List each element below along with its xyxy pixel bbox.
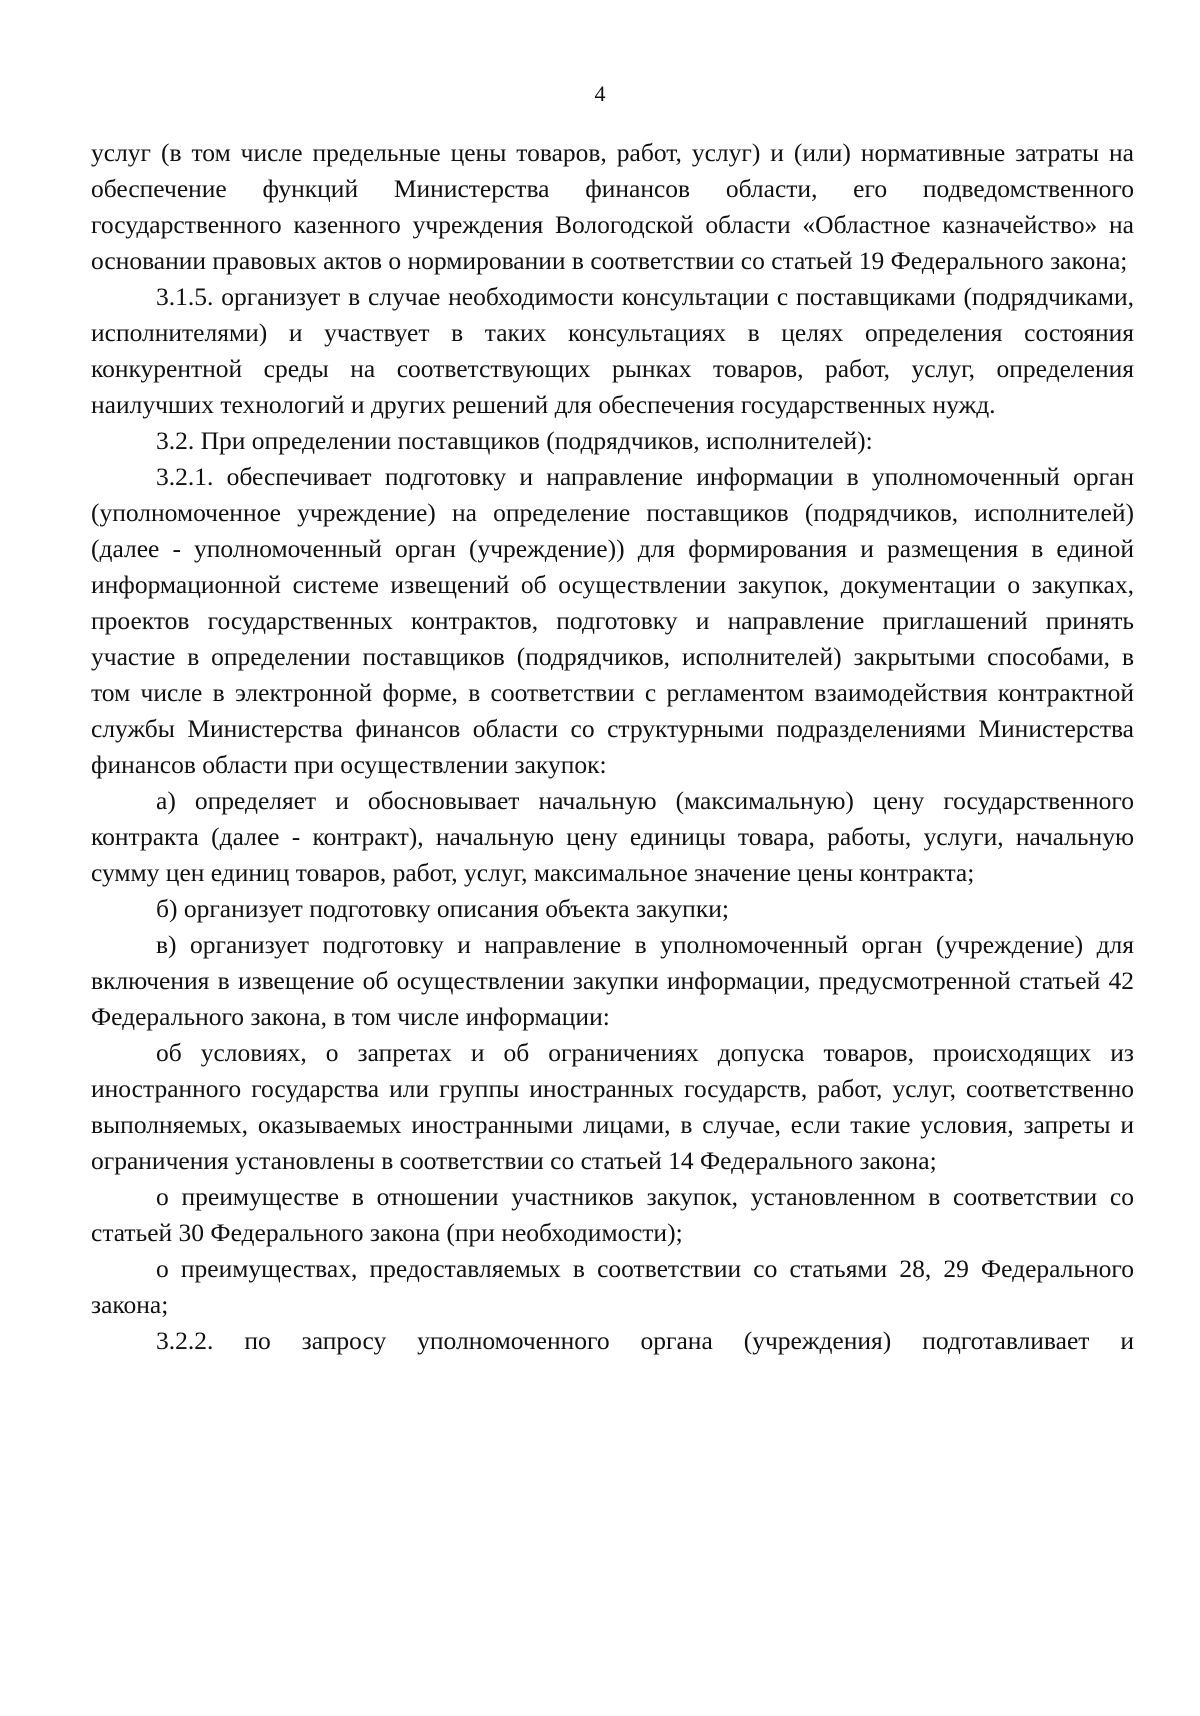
paragraph-advantages-articles-28-29: о преимуществах, предоставляемых в соответствии со статьями 28, 29 Федерального закона;	[91, 1254, 1134, 1319]
paragraph-3-2-1-v: в) организует подготовку и направление в уполномоченный орган (учреждение) для включения в извещение об осуществлении закупки информации, предусмотренной статьей 42 Федерального закона, в том числе информации:	[91, 930, 1134, 1031]
page-number: 4	[594, 81, 606, 106]
paragraph-restrictions: об условиях, о запретах и об ограничениях допуска товаров, происходящих из иностранного государства или группы иностранных государств, работ, услуг, соответственно выполняемых, оказываемых иностранными лицами, в случае, если такие условия, запреты и ограничения установлены в соответствии со статьей 14 Федерального закона;	[91, 1038, 1134, 1175]
paragraph-advantage-article-30: о преимуществе в отношении участников закупок, установленном в соответствии со статьей 30 Федерального закона (при необходимости);	[91, 1182, 1134, 1247]
paragraph-3-2-1: 3.2.1. обеспечивает подготовку и направление информации в уполномоченный орган (уполномоченное учреждение) на определение поставщиков (подрядчиков, исполнителей) (далее - уполномоченный орган (учреждение)) для формирования и размещения в единой информационной системе извещений об осуществлении закупок, документации о закупках, проектов государственных контрактов, подготовку и направление приглашений принять участие в определении поставщиков (подрядчиков, исполнителей) закрытыми способами, в том числе в электронной форме, в соответствии с регламентом взаимодействия контрактной службы Министерства финансов области со структурными подразделениями Министерства финансов области при осуществлении закупок:	[91, 462, 1134, 779]
paragraph-3-2-1-b: б) организует подготовку описания объекта закупки;	[156, 894, 729, 923]
document-body	[91, 135, 1134, 1359]
paragraph-3-2-2: 3.2.2. по запросу уполномоченного органа (учреждения) подготавливает и	[156, 1326, 1134, 1355]
paragraph-continuation: услуг (в том числе предельные цены товаров, работ, услуг) и (или) нормативные затраты на обеспечение функций Министерства финансов области, его подведомственного государственного казенного учреждения Вологодской области «Областное казначейство» на основании правовых актов о нормировании в соответствии со статьей 19 Федерального закона;	[91, 138, 1134, 275]
paragraph-3-2-1-a: а) определяет и обосновывает начальную (максимальную) цену государственного контракта (далее - контракт), начальную цену единицы товара, работы, услуги, начальную сумму цен единиц товаров, работ, услуг, максимальное значение цены контракта;	[91, 786, 1134, 887]
paragraph-3-2: 3.2. При определении поставщиков (подрядчиков, исполнителей):	[156, 426, 873, 455]
paragraph-3-1-5: 3.1.5. организует в случае необходимости консультации с поставщиками (подрядчиками, исполнителями) и участвует в таких консультациях в целях определения состояния конкурентной среды на соответствующих рынках товаров, работ, услуг, определения наилучших технологий и других решений для обеспечения государственных нужд.	[91, 282, 1134, 419]
